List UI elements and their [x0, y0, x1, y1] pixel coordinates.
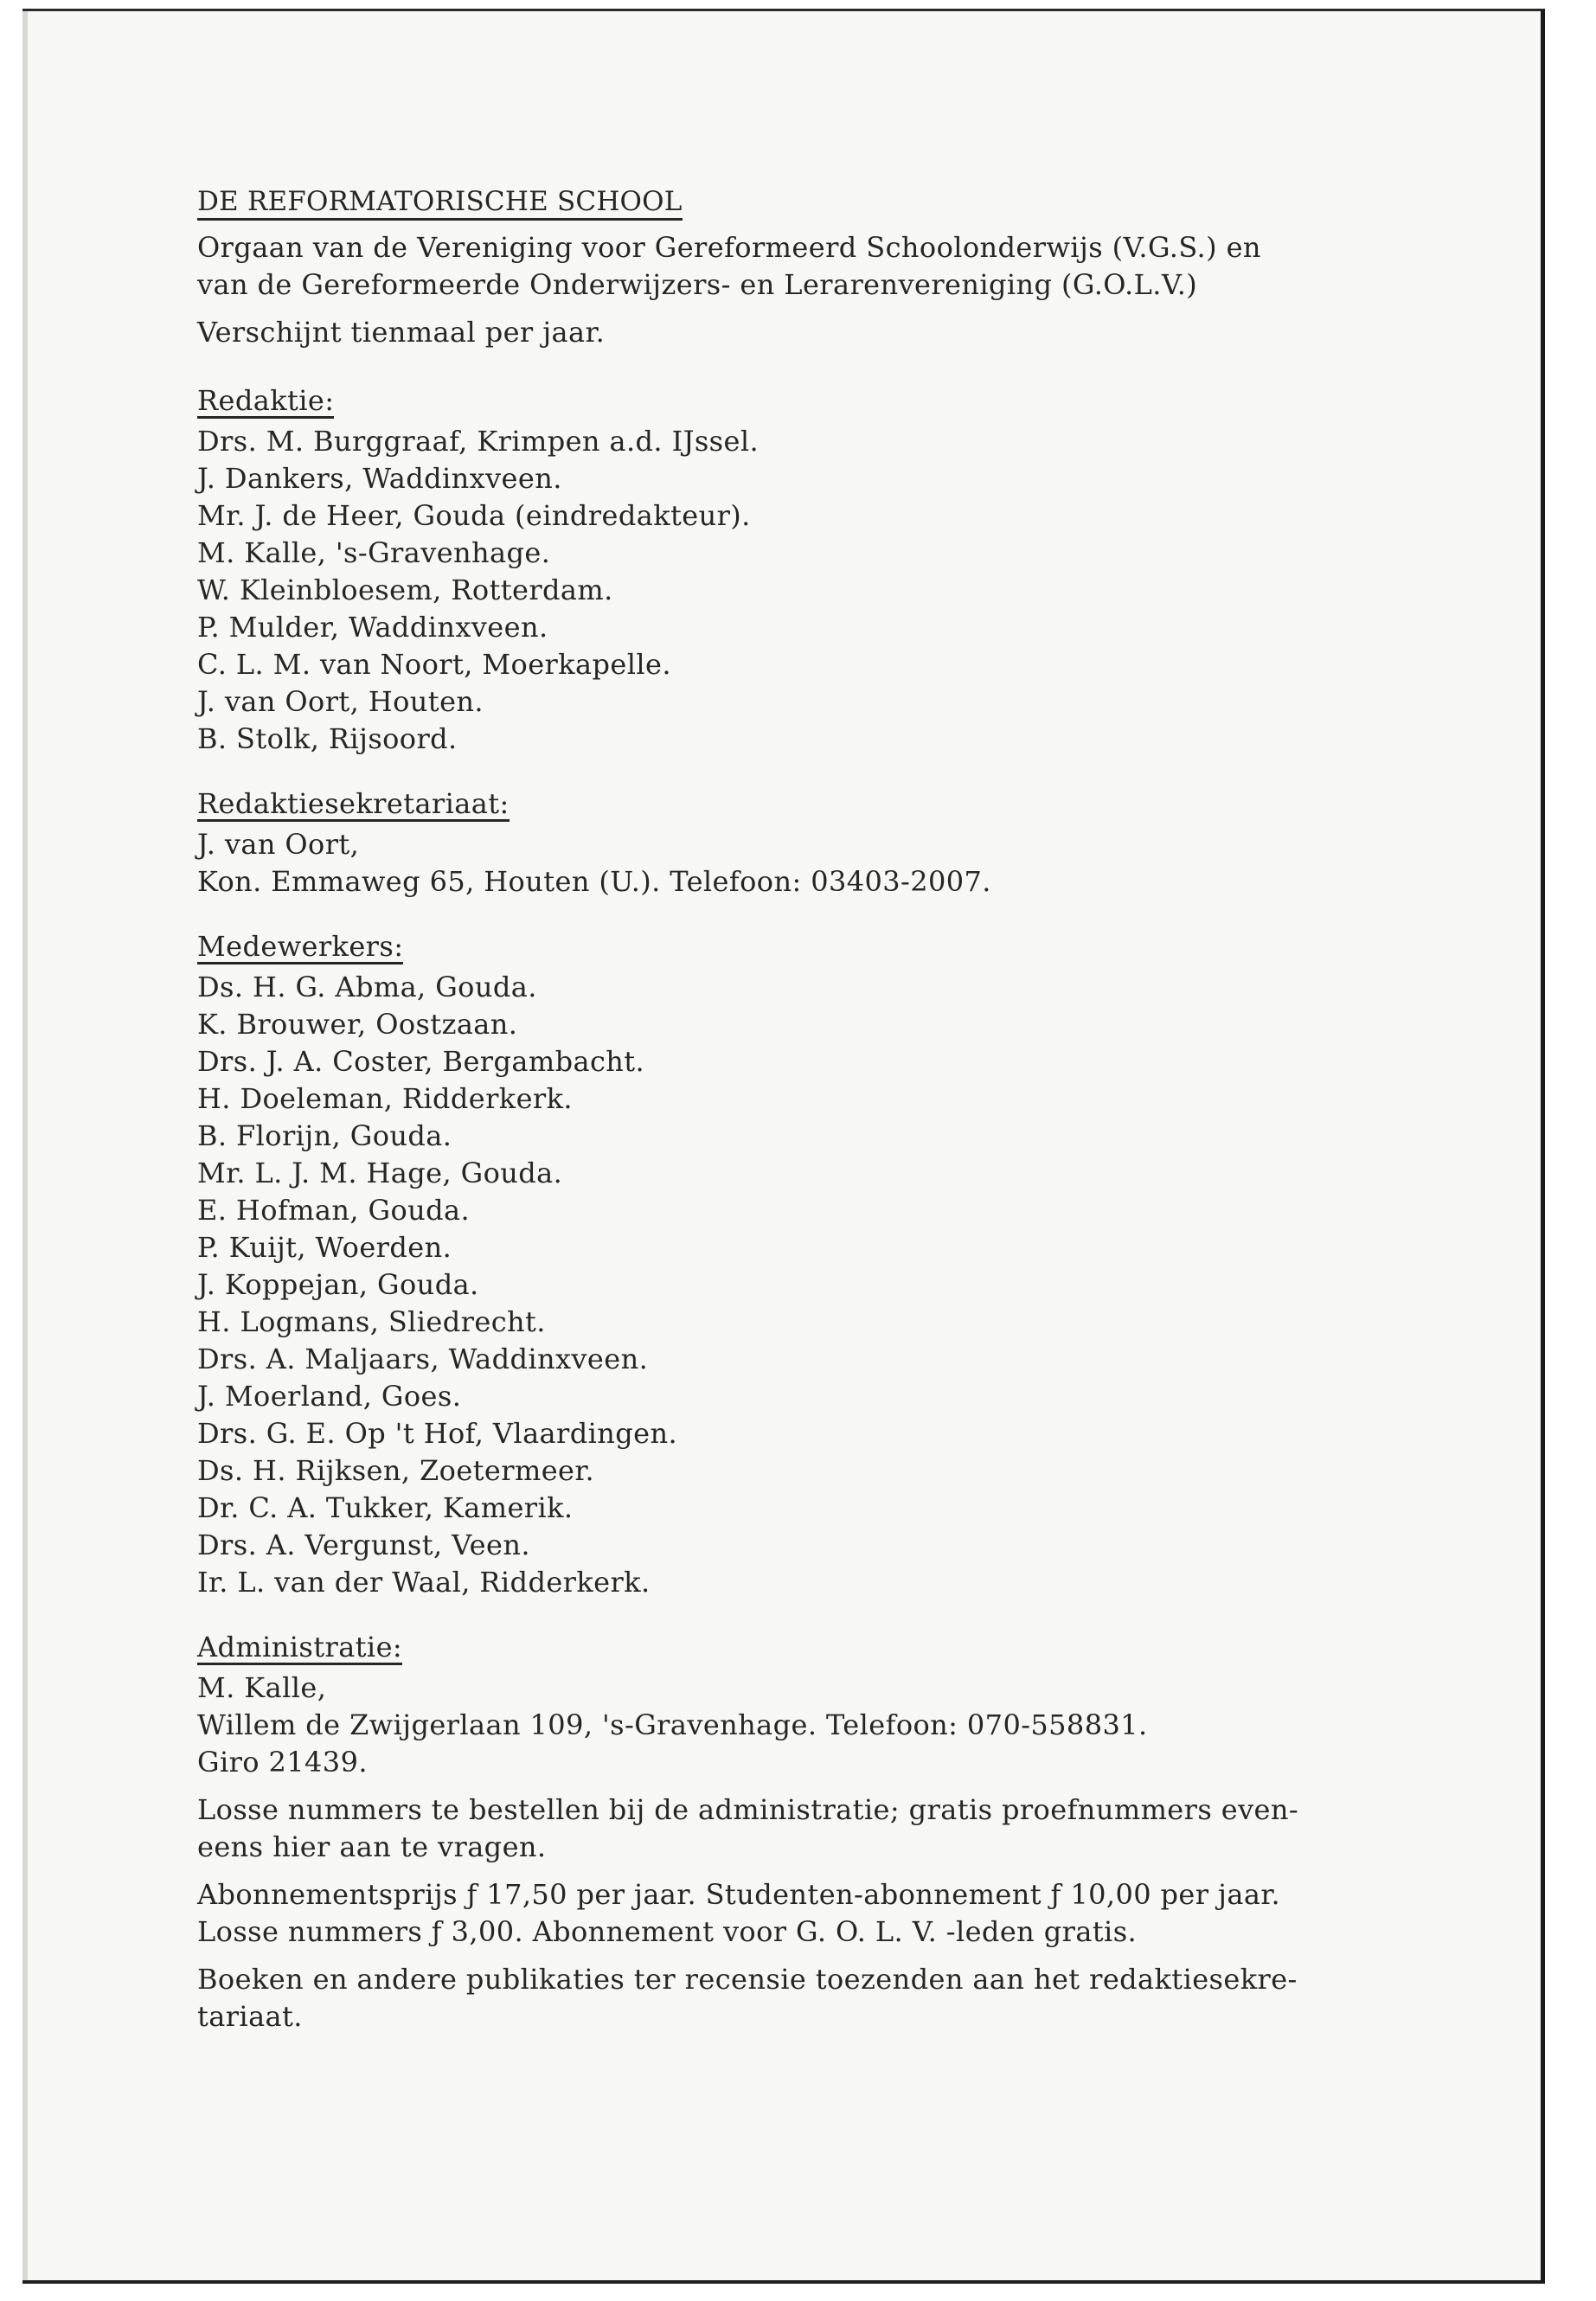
medewerker: H. Logmans, Sliedrecht. [197, 1305, 546, 1338]
medewerker: Ds. H. G. Abma, Gouda. [197, 971, 537, 1003]
paragraph-line: eens hier aan te vragen. [197, 1830, 547, 1863]
redaktie-member: P. Mulder, Waddinxveen. [197, 611, 548, 644]
redaktie-member: C. L. M. van Noort, Moerkapelle. [197, 648, 671, 681]
medewerker: B. Florijn, Gouda. [197, 1119, 452, 1152]
sekretariaat-section [197, 785, 1512, 901]
sekretariaat-line: Kon. Emmaweg 65, Houten (U.). Telefoon: 03403-2007. [197, 865, 991, 898]
intro-line: van de Gereformeerde Onderwijzers- en Lerarenvereniging (G.O.L.V.) [197, 268, 1198, 301]
intro-line: Orgaan van de Vereniging voor Gereformeerd Schoolonderwijs (V.G.S.) en [197, 231, 1261, 264]
section-heading-redaktie: Redaktie: [197, 384, 335, 417]
redaktie-member: J. Dankers, Waddinxveen. [197, 462, 562, 495]
boeken-paragraph [197, 1961, 1512, 2035]
redaktie-member: B. Stolk, Rijsoord. [197, 722, 458, 755]
administratie-line: Willem de Zwijgerlaan 109, 's-Gravenhage. Telefoon: 070-558831. [197, 1708, 1148, 1741]
section-heading-medewerkers: Medewerkers: [197, 930, 404, 963]
redaktie-section [197, 382, 1512, 758]
losse-nummers-paragraph [197, 1791, 1512, 1866]
intro-paragraph [197, 229, 1512, 304]
medewerker: Drs. G. E. Op 't Hof, Vlaardingen. [197, 1417, 678, 1450]
redaktie-member: J. van Oort, Houten. [197, 685, 484, 718]
medewerker: Drs. A. Vergunst, Veen. [197, 1529, 530, 1561]
redaktie-member: W. Kleinbloesem, Rotterdam. [197, 574, 613, 606]
colophon [197, 183, 1512, 2035]
section-heading-administratie: Administratie: [197, 1631, 403, 1663]
medewerker: Mr. L. J. M. Hage, Gouda. [197, 1157, 563, 1189]
medewerkers-section [197, 928, 1512, 1601]
medewerker: Drs. A. Maljaars, Waddinxveen. [197, 1343, 649, 1375]
redaktie-member: Drs. M. Burggraaf, Krimpen a.d. IJssel. [197, 425, 760, 458]
medewerker: J. Moerland, Goes. [197, 1380, 462, 1413]
page-title: DE REFORMATORISCHE SCHOOL [197, 185, 683, 221]
paragraph-line: Losse nummers te bestellen bij de administratie; gratis proefnummers even- [197, 1793, 1299, 1826]
paragraph-line: Abonnementsprijs ƒ 17,50 per jaar. Studenten-abonnement ƒ 10,00 per jaar. [197, 1878, 1281, 1911]
medewerker: Ds. H. Rijksen, Zoetermeer. [197, 1454, 595, 1487]
administratie-line: Giro 21439. [197, 1746, 368, 1779]
section-heading-sekretariaat: Redaktiesekretariaat: [197, 787, 510, 820]
medewerker: Ir. L. van der Waal, Ridderkerk. [197, 1566, 651, 1599]
medewerker: Drs. J. A. Coster, Bergambacht. [197, 1045, 645, 1078]
administratie-line: M. Kalle, [197, 1671, 327, 1704]
administratie-section [197, 1629, 1512, 1781]
medewerker: J. Koppejan, Gouda. [197, 1268, 479, 1301]
abonnement-paragraph [197, 1876, 1512, 1951]
paragraph-line: Losse nummers ƒ 3,00. Abonnement voor G. O. L. V. -leden gratis. [197, 1915, 1138, 1948]
medewerker: H. Doeleman, Ridderkerk. [197, 1082, 573, 1115]
medewerker: P. Kuijt, Woerden. [197, 1231, 452, 1264]
medewerker: K. Brouwer, Oostzaan. [197, 1008, 518, 1041]
medewerker: Dr. C. A. Tukker, Kamerik. [197, 1491, 574, 1524]
paragraph-line: Boeken en andere publikaties ter recensie toezenden aan het redaktiesekre- [197, 1963, 1298, 1996]
medewerker: E. Hofman, Gouda. [197, 1194, 471, 1227]
page [22, 9, 1545, 2284]
paragraph-line: tariaat. [197, 2000, 303, 2033]
sekretariaat-line: J. van Oort, [197, 828, 360, 861]
redaktie-member: Mr. J. de Heer, Gouda (eindredakteur). [197, 499, 751, 532]
frequency-text: Verschijnt tienmaal per jaar. [197, 316, 606, 349]
redaktie-member: M. Kalle, 's-Gravenhage. [197, 536, 551, 569]
